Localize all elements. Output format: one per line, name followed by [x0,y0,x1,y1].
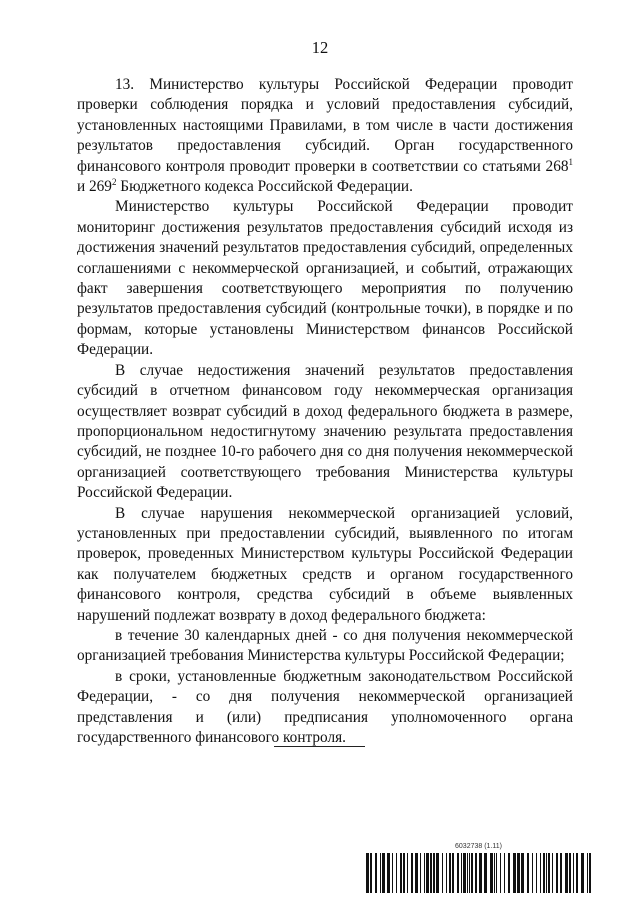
barcode-bar [475,853,477,893]
barcode-number: 6032738 (1.11) [455,843,502,850]
barcode-bar [508,853,510,893]
barcode-bar [517,853,520,893]
barcode-bar [446,853,447,893]
barcode-bar [576,853,578,893]
barcode-bar [504,853,505,893]
barcode-bar [370,853,372,893]
barcode-bar [552,853,553,893]
barcode-bar [546,853,547,893]
barcode-bar [494,853,495,893]
paragraph-text: и 269 [77,178,112,196]
barcode-bar [479,853,482,893]
barcode-bar [496,853,497,893]
barcode-bar [382,853,385,893]
barcode-bar [484,853,487,893]
barcode-bar [430,853,432,893]
barcode-bar [392,853,393,893]
barcode-bar [449,853,451,893]
barcode-bar [587,853,588,893]
barcode-bar [461,853,462,893]
barcode-bar [556,853,558,893]
barcode-bar [467,853,468,893]
document-barcode [366,843,591,895]
paragraph-text: Бюджетного кодекса Российской Федерации. [116,178,413,196]
barcode-bar [366,853,369,893]
barcode-bar [513,853,516,893]
barcode-bar [415,853,418,893]
barcode-bar [457,853,459,893]
barcode-bar [565,853,568,893]
paragraph-text: В случае недостижения значений результатов предоставления субсидий в отчетном финансовом году некоммерческая организация осуществляет возврат субсидий в доход федерального бюджета в размере, пропорциональном недостигнутому значению результата предоставления субсидий, не позднее 10-го рабочего дня со дня получения некоммерческой организацией соответствующего требования Министерства культуры Российской Федерации. [77,361,573,502]
barcode-bar [426,853,429,893]
barcode-bar [548,853,550,893]
barcode-bar [536,853,537,893]
barcode-bar [436,853,439,893]
barcode-bar [543,853,545,893]
barcode-bar [471,853,473,893]
body-paragraph [77,667,573,749]
barcode-bar [396,853,397,893]
superscript-index: 2 [111,176,117,187]
barcode-bar [407,853,408,893]
body-paragraph [77,75,573,197]
barcode-bar [452,853,454,893]
barcode-bar [380,853,381,893]
barcode-bar [527,853,529,893]
document-body [77,75,573,748]
paragraph-text: В случае нарушения некоммерческой организацией условий, установленных при предоставлении субсидий, выявленного по итогам проверок, проведенных Министерством культуры Российской Федерации как получателем бюджетных средств и органом государственного финансового контроля, средства субсидий в объеме выявленных нарушений подлежат возврату в доход федерального бюджета: [77,504,573,624]
body-paragraph [77,626,573,667]
paragraph-text: в течение 30 календарных дней - со дня получения некоммерческой организацией требования Министерства культуры Российской Федерации; [77,626,573,665]
barcode-bar [433,853,435,893]
barcode-graphic [366,853,591,893]
page-number: 12 [311,38,329,57]
barcode-bar [424,853,425,893]
barcode-bar [532,853,533,893]
body-paragraph [77,197,573,360]
barcode-bar [589,853,591,893]
paragraph-text: 13. Министерство культуры Российской Федерации проводит проверки соблюдения порядка и условий предоставления субсидий, установленных настоящими Правилами, в том числе в части достижения результатов предоставления субсидий. Орган государственного финансового контроля проводит проверки в соответствии со статьями 268 [77,76,573,175]
superscript-index: 1 [568,156,573,167]
barcode-bar [400,853,402,893]
barcode-bar [411,853,413,893]
barcode-bar [569,853,571,893]
barcode-bar [521,853,524,893]
barcode-bar [469,853,470,893]
barcode-bar [581,853,584,893]
barcode-bar [420,853,421,893]
paragraph-text: Министерство культуры Российской Федерации проводит мониторинг достижения результатов предоставления субсидий исходя из достижения значений результатов предоставления субсидий, определенных соглашениями с некоммерческой организацией, и событий, отражающих факт завершения соответствующего мероприятия по получению результатов предоставления субсидий (контрольные точки), в порядке и по формам, которые установлены Министерством финансов Российской Федерации. [77,198,573,359]
barcode-bar [573,853,574,893]
barcode-bar [490,853,493,893]
barcode-bar [540,853,541,893]
barcode-bar [387,853,390,893]
barcode-bar [560,853,562,893]
barcode-bar [375,853,377,893]
body-paragraph [77,361,573,504]
barcode-bar [463,853,466,893]
barcode-bar [500,853,501,893]
end-of-text-rule [274,746,365,747]
body-paragraph [77,504,573,626]
barcode-bar [442,853,443,893]
paragraph-text: в сроки, установленные бюджетным законодательством Российской Федерации, - со дня получения некоммерческой организацией представления и (или) предписания уполномоченного органа государственного финансового контроля. [77,667,573,746]
barcode-bar [403,853,405,893]
